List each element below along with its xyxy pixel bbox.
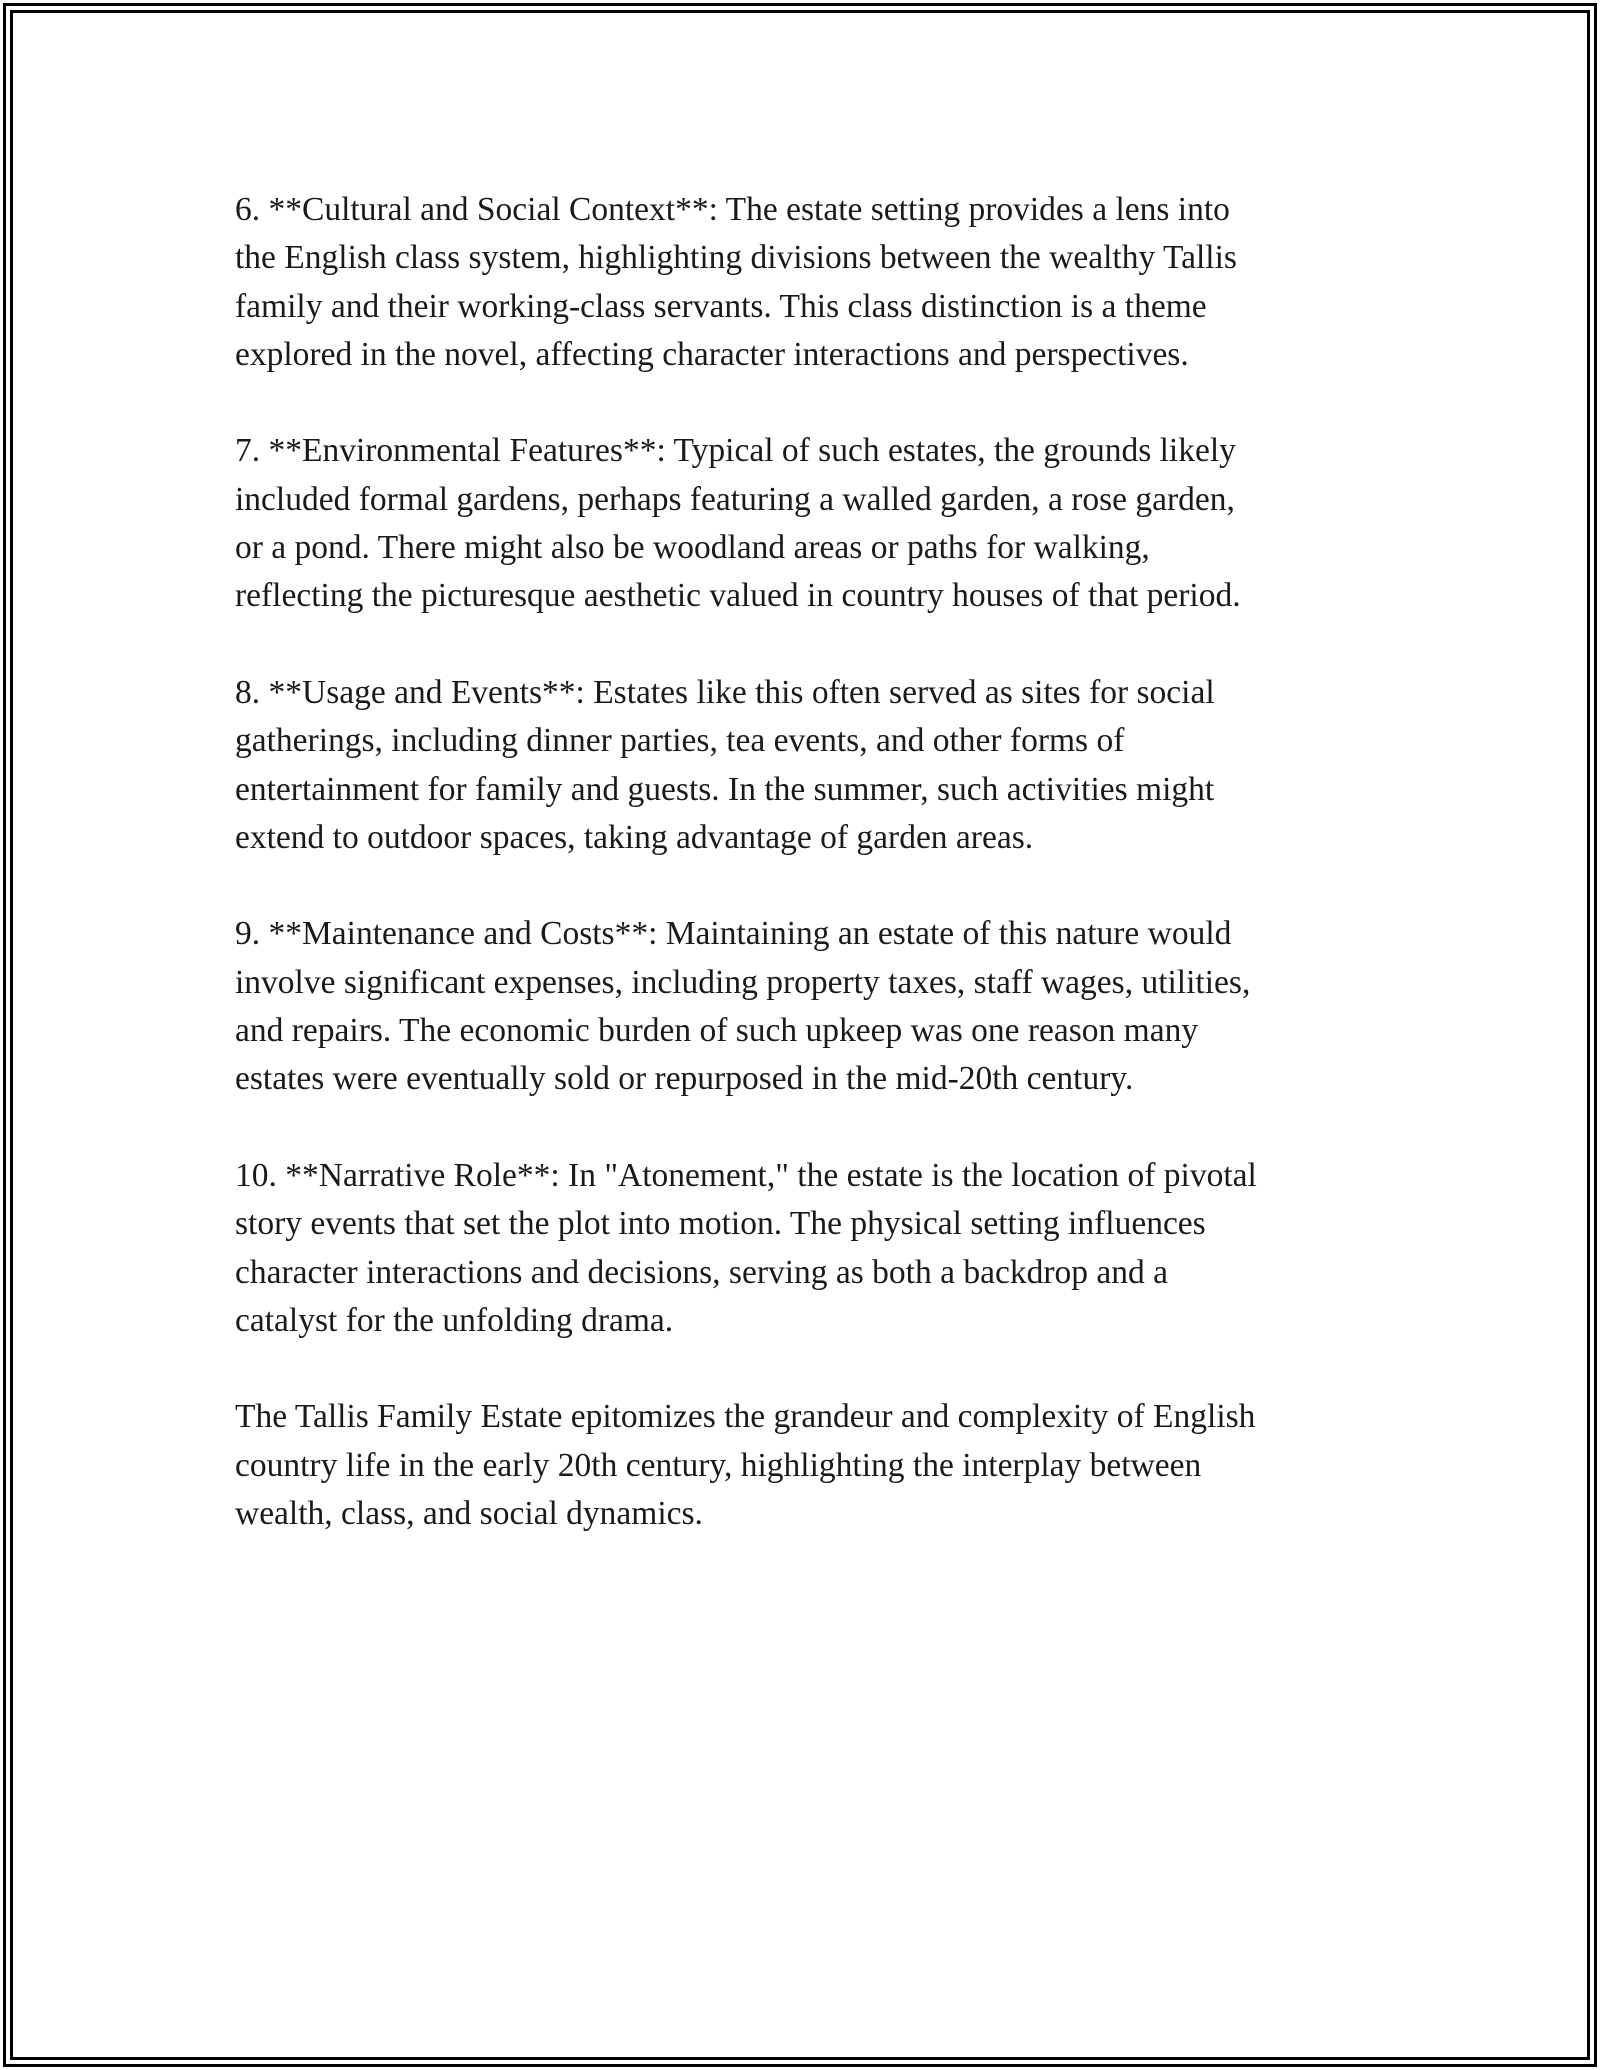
- paragraph-usage-events: 8. **Usage and Events**: Estates like this often served as sites for social gatherings, including dinner parties, tea events, and other forms of entertainment for family and guests. In the summer, such activities might extend to outdoor spaces, taking advantage of garden areas.: [235, 673, 1215, 856]
- paragraph-environmental-features: 7. **Environmental Features**: Typical of such estates, the grounds likely included formal gardens, perhaps featuring a walled garden, a rose garden, or a pond. There might also be woodland areas or paths for walking, reflecting the picturesque aesthetic valued in country houses of that period.: [235, 432, 1241, 615]
- paragraph-cultural-social-context: 6. **Cultural and Social Context**: The estate setting provides a lens into the English class system, highlighting divisions between the wealthy Tallis family and their working-class servants. This class distinction is a theme explored in the novel, affecting character interactions and perspectives.: [235, 191, 1237, 373]
- paragraph-conclusion: The Tallis Family Estate epitomizes the grandeur and complexity of English country life in the early 20th century, highlighting the interplay between wealth, class, and social dynamics.: [235, 1398, 1256, 1533]
- document-body: [235, 186, 1365, 1587]
- paragraph-narrative-role: 10. **Narrative Role**: In "Atonement," the estate is the location of pivotal story events that set the plot into motion. The physical setting influences character interactions and decisions, serving as both a backdrop and a catalyst for the unfolding drama.: [235, 1156, 1257, 1339]
- paragraph-maintenance-costs: 9. **Maintenance and Costs**: Maintaining an estate of this nature would involve significant expenses, including property taxes, staff wages, utilities, and repairs. The economic burden of such upkeep was one reason many estates were eventually sold or repurposed in the mid-20th century.: [235, 915, 1251, 1098]
